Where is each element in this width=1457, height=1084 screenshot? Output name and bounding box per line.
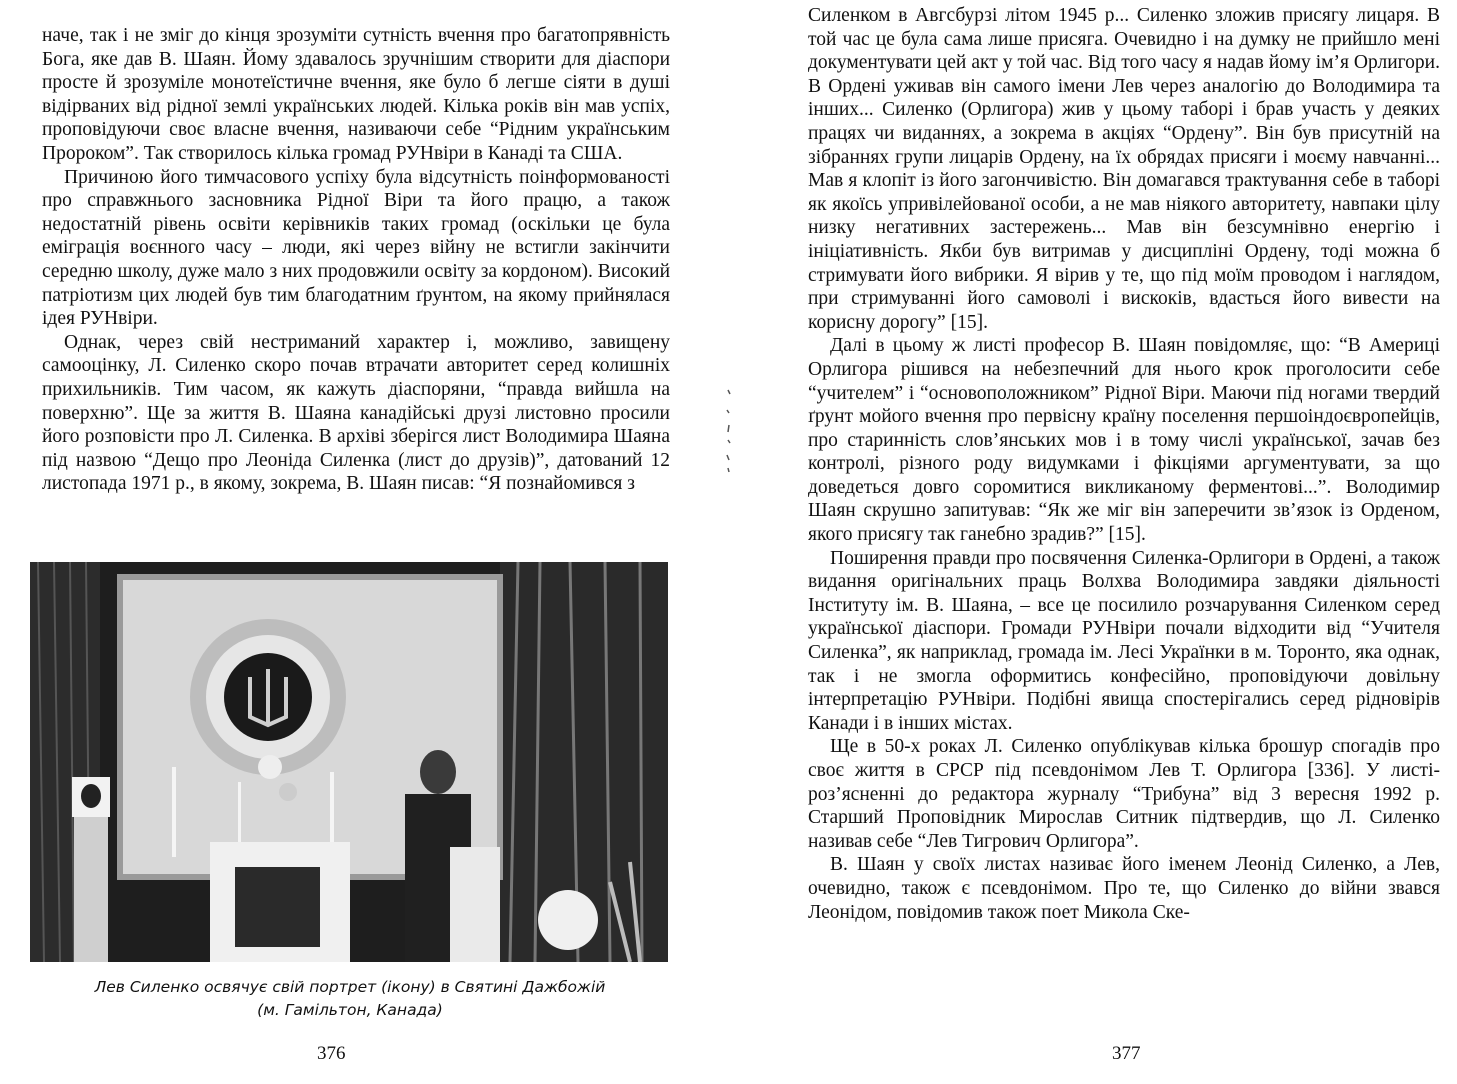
paragraph: Далі в цьому ж листі професор В. Шаян повідомляє, що: “В Америці Орлигора рішився на небезпечний для нього крок проголосити себе “учителем” і “основоположником” Рідної Віри. Маючи під ногами твердий ґрунт мойого вчення про первісну країну поселення першоіндоєвропейців, про старинність слов’янських мов і в тому числі української, зачав без контролі, різного роду видумками і фікціями аргументувати, за що доведеться довго соромитися викликаному ферментові...”. Володимир Шаян скрушно запитував: “Як же міг він заперечити зв’язок із Орденом, якого присягу так ганебно зрадив?” [15]. [808, 335, 1440, 546]
paragraph: наче, так і не зміг до кінця зрозуміти сутність вчення про багатопрявність Бога, яке дав В. Шаян. Йому здавалось зручнішим створити для діаспори просте й зрозуміле монотеїстичне вчення, яке було б легше сіяти в душі відірваних від рідної землі українських людей. Кілька років він мав успіх, проповідуючи своє власне вчення, називаючи себе “Рідним українським Пророком”. Так створилось кілька громад РУНвіри в Канаді та США. [42, 25, 670, 164]
paragraph: Поширення правди про посвячення Силенка-Орлигори в Ордені, а також видання оригінальних праць Волхва Володимира завдяки діяльності Інституту ім. В. Шаяна, – все це посилило розчарування Силенком серед української діаспори. Громади РУНвіри почали відходити від “Учителя Силенка”, як наприклад, громада ім. Лесі Українки в м. Торонто, яка однак, так і не змогла оформитись конфесійно, проповідуючи довільну інтерпретацію РУНвіри. Подібні явища спостерігались серед рідновірів Канади і в інших містах. [808, 547, 1440, 734]
left-page [0, 0, 728, 1084]
page-number: 376 [317, 1043, 346, 1064]
ceremony-photo-image [30, 562, 668, 962]
right-page [728, 0, 1457, 1084]
photo-caption-line: Лев Силенко освячує свій портрет (ікону) в Святині Дажбожій [94, 978, 606, 996]
paragraph: Причиною його тимчасового успіху була відсутність поінформованості про справжнього засновника Рідної Віри та його працю, а також недостатній рівень освіти керівників таких громад (оскільки це була еміграція воєнного часу – люди, які через війну не встигли закінчити середню школу, дуже мало з них продовжили освіту за кордоном). Високий патріотизм цих людей був тим благодатним ґрунтом, на якому прийнялася ідея РУНвіри. [42, 166, 670, 330]
page-number: 377 [1112, 1043, 1141, 1064]
paragraph: В. Шаян у своїх листах називає його іменем Леонід Силенко, а Лев, очевидно, також є псевдонімом. Про те, що Силенко до війни звався Леонідом, повідомив також поет Микола Ске- [808, 854, 1440, 923]
left-page-text [42, 24, 670, 496]
paragraph: Однак, через свій нестриманий характер і, можливо, завищену самооцінку, Л. Силенко скоро почав втрачати авторитет серед колишніх прихильників. Тим часом, як кажуть діаспоряни, “правда вийшла на поверхню”. Ще за життя В. Шаяна канадійські друзі листовно просили його розповісти про Л. Силенка. В архіві зберігся лист Володимира Шаяна під назвою “Дещо про Леоніда Силенка (лист до друзів)”, датований 12 листопада 1971 р., в якому, зокрема, В. Шаян писав: “Я познайомився з [42, 331, 670, 495]
ceremony-photo [30, 562, 668, 962]
right-page-text [808, 4, 1440, 924]
photo-caption-line: (м. Гамільтон, Канада) [257, 1001, 443, 1019]
photo-caption [30, 976, 670, 1022]
paragraph: Ще в 50-х роках Л. Силенко опублікував кілька брошур спогадів про своє життя в СРСР під псевдонімом Лев Т. Орлигора [336]. У листі-роз’ясненні до редактора журналу “Трибуна” від 3 вересня 1992 р. Старший Проповідник Мирослав Ситник підтвердив, що Л. Силенко називав себе “Лев Тигрович Орлигора”. [808, 736, 1440, 852]
paragraph: Силенком в Авгсбурзі літом 1945 р... Силенко зложив присягу лицаря. В той час це була сама лише присяга. Очевидно і на думку не прийшло мені документувати цей акт у той час. Від того часу я надав йому ім’я Орлигори. В Ордені уживав він самого імени Лев через аналогію до Володимира та інших... Силенко (Орлигора) жив у цьому таборі і брав участь у деяких працях чи виданнях, а зокрема в акціях “Ордену”. Він був присутній на зібраннях групи лицарів Ордену, на їх обрядах присяги і моєму навчанні... Мав я клопіт із його загончивістю. Він домагався трактування себе в таборі як якоїсь упривілейованої особи, а не мав ніякого авторитету, навпаки цілу низку негативних застережень... Мав він безсумнівно енергію і ініціативність. Якби був витримав у дисципліні Ордену, тоді можна б стримувати його вибрики. Я вірив у те, що під моїм проводом і наглядом, при стримуванні його самоволі і вискоків, вдасться його вивести на корисну дорогу” [15]. [808, 5, 1440, 333]
